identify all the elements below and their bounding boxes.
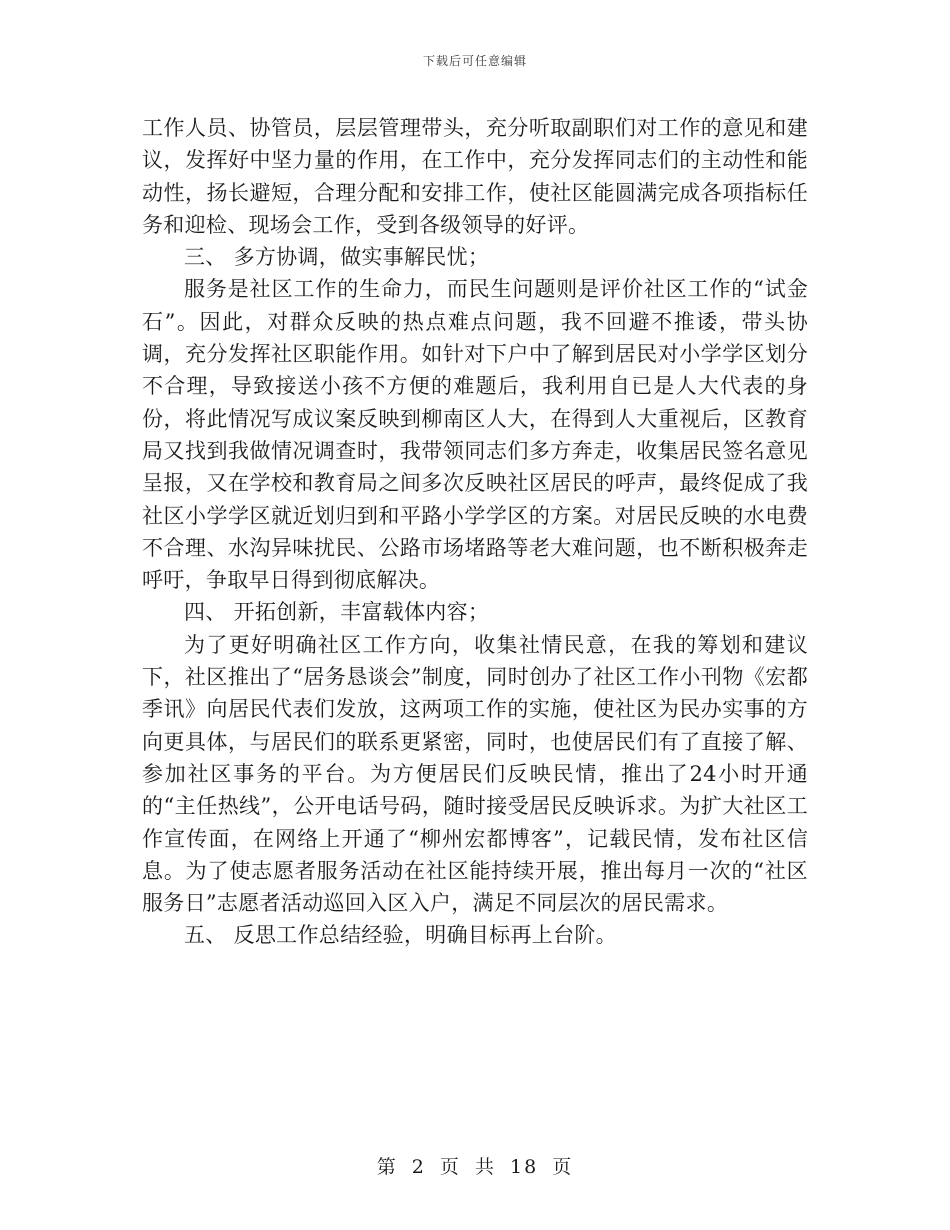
paragraph-service: 服务是社区工作的生命力，而民生问题则是评价社区工作的“试金石”。因此，对群众反映的热点难点问题，我不回避不推诿，带头协调，充分发挥社区职能作用。如针对下户中了解到居民对小学学区划分不合理，导致接送小孩不方便的难题后，我利用自已是人大代表的身份，将此情况写成议案反映到柳南区人大，在得到人大重视后，区教育局又找到我做情况调查时，我带领同志们多方奔走，收集居民签名意见呈报，又在学校和教育局之间多次反映社区居民的呼声，最终促成了我社区小学学区就近划归到和平路小学学区的方案。对居民反映的水电费不合理、水沟异味扰民、公路市场堵路等老大难问题，也不断积极奔走呼吁，争取早日得到彻底解决。 xyxy=(142,277,808,593)
section-heading-5: 五、 反思工作总结经验，明确目标再上台阶。 xyxy=(184,923,617,948)
page-number: 第 2 页 共 18 页 xyxy=(376,1156,574,1178)
paragraph-innovation: 为了更好明确社区工作方向，收集社情民意，在我的筹划和建议下，社区推出了“居务恳谈会”制度，同时创办了社区工作小刊物《宏都季讯》向居民代表们发放，这两项工作的实施，使社区为民办实事的方向更具体，与居民们的联系更紧密，同时，也使居民们有了直接了解、参加社区事务的平台。为方便居民们反映民情，推出了24小时开通的“主任热线”，公开电话号码，随时接受居民反映诉求。为扩大社区工作宣传面，在网络上开通了“柳州宏都博客”，记载民情，发布社区信息。为了使志愿者服务活动在社区能持续开展，推出每月一次的“社区服务日”志愿者活动巡回入区入户，满足不同层次的居民需求。 xyxy=(142,632,808,916)
paragraph-1: 工作人员、协管员，层层管理带头，充分听取副职们对工作的意见和建议，发挥好中坚力量的作用，在工作中，充分发挥同志们的主动性和能动性，扬长避短，合理分配和安排工作，使社区能圆满完成各项指标任务和迎检、现场会工作，受到各级领导的好评。 xyxy=(142,116,808,237)
document-body xyxy=(142,112,808,952)
section-heading-4: 四、 开拓创新，丰富载体内容； xyxy=(184,600,490,625)
section-heading-3: 三、 多方协调，做实事解民忧； xyxy=(184,245,490,270)
page-header: 下载后可任意编辑 xyxy=(422,54,527,68)
